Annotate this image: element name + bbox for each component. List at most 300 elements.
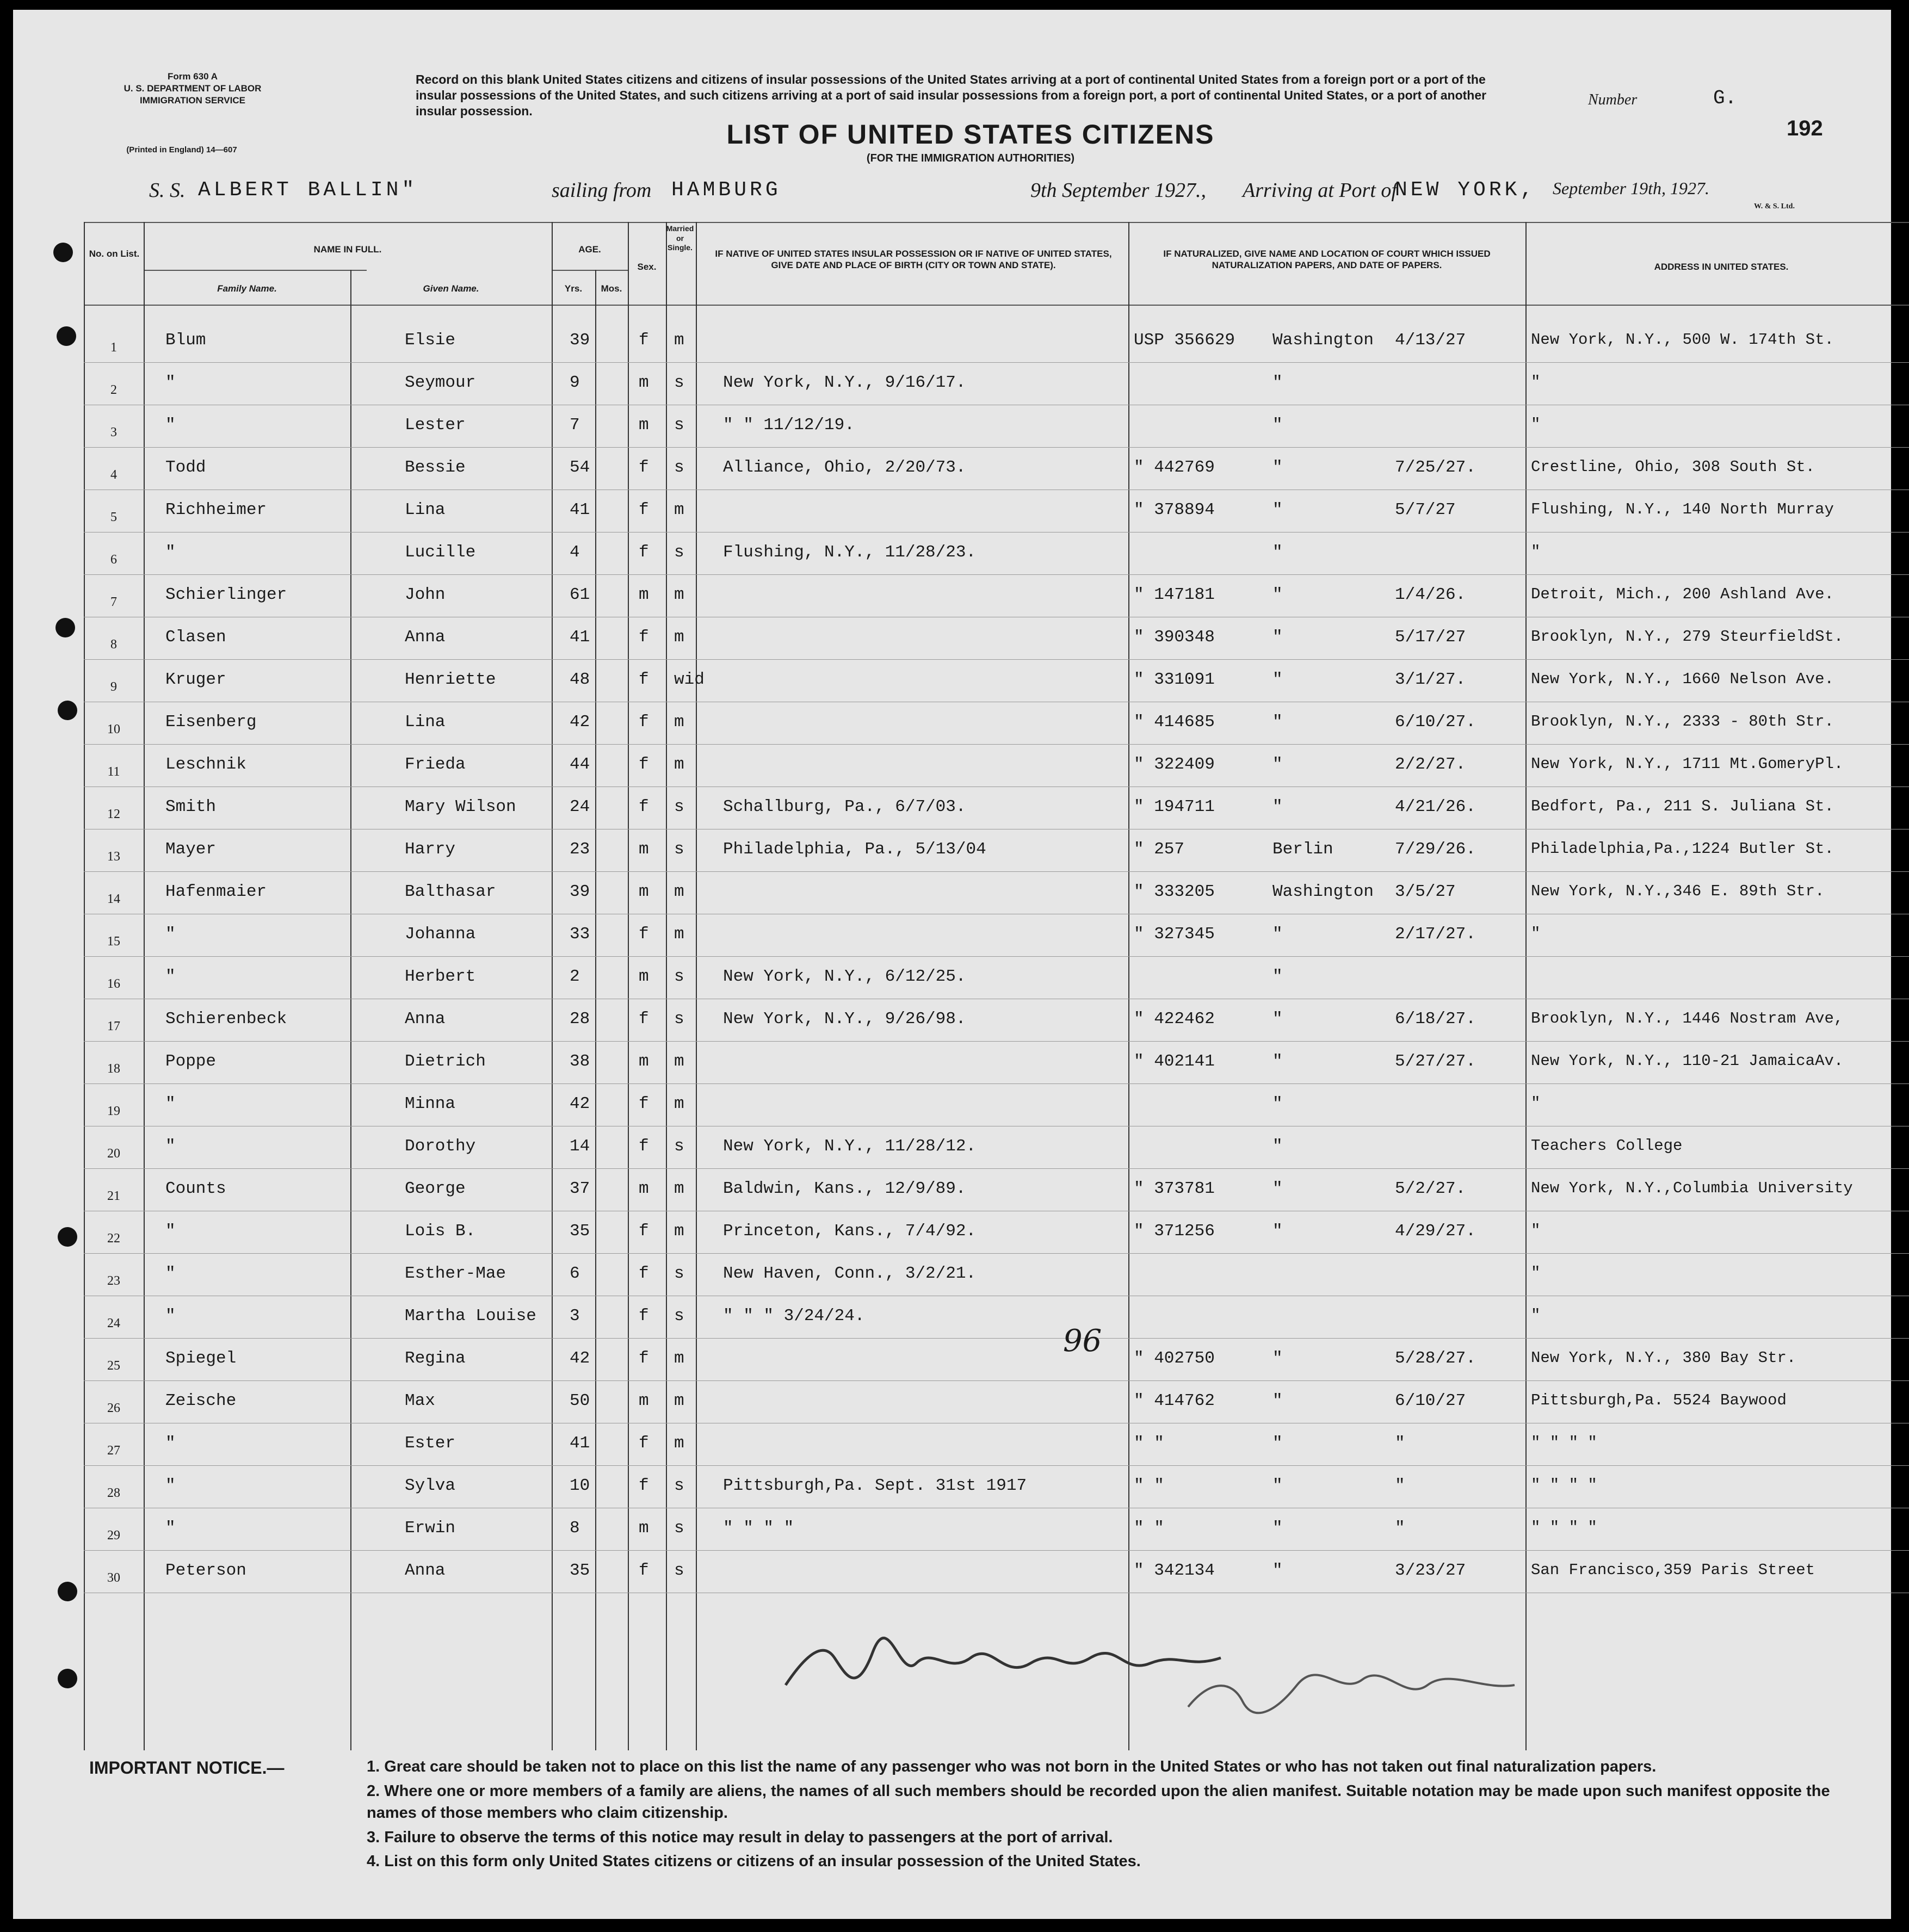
cell-address: Brooklyn, N.Y., 2333 - 80th Str.: [1531, 713, 1834, 730]
cell-sex: f: [639, 331, 649, 350]
cell-birth: Alliance, Ohio, 2/20/73.: [723, 458, 966, 477]
cell-date: ": [1395, 1519, 1405, 1538]
binder-hole: [58, 1669, 77, 1688]
col-header-yrs: Yrs.: [564, 283, 583, 294]
cell-birth: " " 11/12/19.: [723, 416, 855, 435]
cell-age: 4: [570, 543, 580, 562]
cell-address: ": [1531, 1264, 1541, 1282]
row-number: 3: [110, 425, 117, 439]
cell-sex: f: [639, 797, 649, 816]
cell-ms: m: [674, 1094, 684, 1113]
cell-family: Clasen: [165, 628, 226, 647]
cell-given: Dietrich: [405, 1052, 486, 1071]
col-divider: [696, 222, 697, 1750]
cell-age: 39: [570, 331, 590, 350]
cell-papers: " 257: [1134, 840, 1185, 859]
col-divider: [552, 222, 553, 1750]
cell-birth: Baldwin, Kans., 12/9/89.: [723, 1179, 966, 1198]
cell-given: Lucille: [405, 543, 476, 562]
row-number: 16: [107, 977, 120, 991]
row-rule: [84, 659, 1909, 660]
cell-birth: " " " 3/24/24.: [723, 1306, 865, 1326]
cell-date: 6/18/27.: [1395, 1010, 1476, 1029]
arriving-label: Arriving at Port of: [1243, 179, 1397, 202]
cell-address: " " " ": [1531, 1476, 1597, 1494]
row-number: 2: [110, 383, 117, 397]
cell-family: ": [165, 373, 176, 392]
cell-birth: New Haven, Conn., 3/2/21.: [723, 1264, 977, 1283]
cell-sex: f: [639, 1010, 649, 1029]
cell-family: ": [165, 1519, 176, 1538]
cell-court: ": [1272, 967, 1283, 986]
department-name: U. S. DEPARTMENT OF LABOR: [123, 83, 262, 94]
row-rule: [84, 1253, 1909, 1254]
voyage-line: [149, 178, 1863, 211]
binder-hole: [57, 326, 76, 346]
cell-date: 4/13/27: [1395, 331, 1466, 350]
col-divider: [350, 270, 351, 1750]
cell-sex: m: [639, 585, 649, 604]
cell-age: 6: [570, 1264, 580, 1283]
cell-given: George: [405, 1179, 466, 1198]
cell-date: ": [1395, 1476, 1405, 1495]
cell-sex: f: [639, 458, 649, 477]
cell-date: 4/21/26.: [1395, 797, 1476, 816]
cell-sex: m: [639, 416, 649, 435]
row-rule: [84, 1550, 1909, 1551]
row-number: 29: [107, 1528, 120, 1543]
cell-given: Seymour: [405, 373, 476, 392]
row-rule: [84, 1168, 1909, 1169]
form-id-block: [89, 71, 296, 107]
cell-date: 2/2/27.: [1395, 755, 1466, 774]
page-subtitle: (FOR THE IMMIGRATION AUTHORITIES): [866, 152, 1075, 164]
cell-date: 7/29/26.: [1395, 840, 1476, 859]
row-number: 14: [107, 892, 120, 906]
cell-family: ": [165, 1094, 176, 1113]
header-rule: [552, 270, 628, 271]
col-divider: [628, 222, 629, 1750]
col-header-no: No. on List.: [89, 249, 140, 259]
cell-family: Eisenberg: [165, 713, 257, 732]
cell-date: 3/1/27.: [1395, 670, 1466, 689]
col-divider: [595, 270, 596, 1750]
cell-address: New York, N.Y.,Columbia University: [1531, 1179, 1853, 1197]
cell-age: 41: [570, 628, 590, 647]
cell-papers: " 342134: [1134, 1561, 1215, 1580]
cell-given: Anna: [405, 1561, 446, 1580]
cell-court: ": [1272, 1137, 1283, 1156]
cell-family: Schierlinger: [165, 585, 287, 604]
cell-age: 35: [570, 1222, 590, 1241]
cell-court: ": [1272, 543, 1283, 562]
cell-court: Washington: [1272, 882, 1374, 901]
cell-ms: s: [674, 797, 684, 816]
row-number: 25: [107, 1359, 120, 1373]
cell-ms: s: [674, 1476, 684, 1495]
cell-age: 9: [570, 373, 580, 392]
cell-date: 5/28/27.: [1395, 1349, 1476, 1368]
cell-court: ": [1272, 1010, 1283, 1029]
cell-address: Bedfort, Pa., 211 S. Juliana St.: [1531, 797, 1834, 815]
cell-age: 54: [570, 458, 590, 477]
col-header-mos: Mos.: [601, 283, 622, 294]
cell-birth: Flushing, N.Y., 11/28/23.: [723, 543, 977, 562]
cell-family: ": [165, 1222, 176, 1241]
cell-given: Bessie: [405, 458, 466, 477]
cell-date: 4/29/27.: [1395, 1222, 1476, 1241]
cell-court: ": [1272, 1222, 1283, 1241]
cell-ms: wid: [674, 670, 705, 689]
cell-family: Zeische: [165, 1391, 237, 1410]
row-number: 18: [107, 1062, 120, 1076]
row-rule: [84, 956, 1909, 957]
cell-given: Elsie: [405, 331, 456, 350]
cell-sex: f: [639, 1476, 649, 1495]
row-rule: [84, 1338, 1909, 1339]
row-rule: [84, 1465, 1909, 1466]
cell-birth: New York, N.Y., 9/16/17.: [723, 373, 966, 392]
cell-address: Brooklyn, N.Y., 1446 Nostram Ave,: [1531, 1010, 1844, 1027]
row-number: 15: [107, 934, 120, 949]
cell-age: 50: [570, 1391, 590, 1410]
notice-item: 3. Failure to observe the terms of this notice may result in delay to passengers at the port of arrival.: [367, 1828, 1113, 1846]
cell-ms: m: [674, 1052, 684, 1071]
cell-date: 2/17/27.: [1395, 925, 1476, 944]
cell-sex: f: [639, 1561, 649, 1580]
cell-address: Detroit, Mich., 200 Ashland Ave.: [1531, 585, 1834, 603]
cell-date: 5/7/27: [1395, 500, 1456, 519]
cell-address: New York, N.Y., 500 W. 174th St.: [1531, 331, 1834, 349]
cell-papers: " 378894: [1134, 500, 1215, 519]
cell-age: 28: [570, 1010, 590, 1029]
cell-given: Henriette: [405, 670, 496, 689]
cell-age: 41: [570, 500, 590, 519]
cell-family: ": [165, 1306, 176, 1326]
cell-sex: m: [639, 1519, 649, 1538]
cell-address: Brooklyn, N.Y., 279 SteurfieldSt.: [1531, 628, 1844, 646]
cell-date: 5/2/27.: [1395, 1179, 1466, 1198]
table-top-border: [84, 222, 1909, 223]
cell-age: 23: [570, 840, 590, 859]
cell-age: 42: [570, 713, 590, 732]
cell-court: ": [1272, 1094, 1283, 1113]
cell-ms: s: [674, 1561, 684, 1580]
cell-given: Regina: [405, 1349, 466, 1368]
col-header-naturalized: IF NATURALIZED, GIVE NAME AND LOCATION OF COURT WHICH ISSUED NATURALIZATION PAPERS, AND DATE OF PAPERS.: [1163, 249, 1491, 271]
cell-sex: f: [639, 628, 649, 647]
cell-court: ": [1272, 797, 1283, 816]
row-number: 13: [107, 850, 120, 864]
number-value: G.: [1713, 87, 1737, 109]
cell-family: ": [165, 1476, 176, 1495]
ss-label: S. S.: [149, 179, 186, 202]
cell-sex: f: [639, 1094, 649, 1113]
col-header-given-name: Given Name.: [423, 283, 479, 294]
row-rule: [84, 744, 1909, 745]
row-number: 17: [107, 1019, 120, 1033]
cell-sex: f: [639, 543, 649, 562]
cell-ms: s: [674, 1519, 684, 1538]
cell-family: Poppe: [165, 1052, 217, 1071]
cell-court: ": [1272, 1391, 1283, 1410]
row-number: 19: [107, 1104, 120, 1118]
col-divider: [1525, 222, 1527, 1750]
departure-date: 9th September 1927.,: [1030, 179, 1206, 202]
cell-address: ": [1531, 1222, 1541, 1240]
cell-court: ": [1272, 1561, 1283, 1580]
cell-family: ": [165, 1434, 176, 1453]
cell-family: Schierenbeck: [165, 1010, 287, 1029]
cell-sex: m: [639, 1391, 649, 1410]
passenger-table: [84, 222, 1909, 1750]
cell-age: 14: [570, 1137, 590, 1156]
cell-given: Max: [405, 1391, 435, 1410]
cell-date: 1/4/26.: [1395, 585, 1466, 604]
cell-papers: " ": [1134, 1434, 1164, 1453]
cell-family: ": [165, 1264, 176, 1283]
cell-papers: " 414762: [1134, 1391, 1215, 1410]
cell-court: Washington: [1272, 331, 1374, 350]
cell-age: 8: [570, 1519, 580, 1538]
cell-papers: " ": [1134, 1476, 1164, 1495]
cell-address: New York, N.Y., 110-21 JamaicaAv.: [1531, 1052, 1844, 1070]
header-bottom-border: [84, 305, 1909, 306]
cell-court: ": [1272, 1434, 1283, 1453]
cell-address: Flushing, N.Y., 140 North Murray: [1531, 500, 1834, 518]
cell-family: ": [165, 967, 176, 986]
cell-address: ": [1531, 925, 1541, 943]
row-rule: [84, 871, 1909, 872]
cell-court: ": [1272, 1349, 1283, 1368]
cell-date: 5/27/27.: [1395, 1052, 1476, 1071]
notice-item: 2. Where one or more members of a family are aliens, the names of all such members should be recorded upon the alien manifest. Suitable notation may be made upon such manifest opposite the names of those members who claim citizenship.: [367, 1782, 1830, 1822]
cell-age: 10: [570, 1476, 590, 1495]
cell-ms: s: [674, 1306, 684, 1326]
cell-address: Crestline, Ohio, 308 South St.: [1531, 458, 1815, 476]
cell-family: Counts: [165, 1179, 226, 1198]
cell-age: 41: [570, 1434, 590, 1453]
cell-age: 48: [570, 670, 590, 689]
row-number: 12: [107, 807, 120, 821]
col-divider: [666, 222, 667, 1750]
cell-family: ": [165, 1137, 176, 1156]
row-number: 26: [107, 1401, 120, 1415]
cell-sex: f: [639, 713, 649, 732]
cell-date: 6/10/27.: [1395, 713, 1476, 732]
cell-court: ": [1272, 1476, 1283, 1495]
col-divider: [84, 222, 85, 1750]
cell-address: New York, N.Y., 1660 Nelson Ave.: [1531, 670, 1834, 688]
sailing-label: sailing from: [552, 179, 652, 202]
cell-sex: f: [639, 1434, 649, 1453]
row-rule: [84, 447, 1909, 448]
cell-sex: f: [639, 925, 649, 944]
cell-ms: m: [674, 713, 684, 732]
cell-family: Spiegel: [165, 1349, 237, 1368]
row-number: 6: [110, 553, 117, 567]
cell-given: Lois B.: [405, 1222, 476, 1241]
cell-ms: s: [674, 1264, 684, 1283]
cell-court: ": [1272, 670, 1283, 689]
arrival-date: September 19th, 1927.: [1553, 178, 1709, 198]
cell-court: ": [1272, 713, 1283, 732]
cell-family: Hafenmaier: [165, 882, 267, 901]
cell-papers: " 422462: [1134, 1010, 1215, 1029]
cell-court: ": [1272, 585, 1283, 604]
row-number: 22: [107, 1231, 120, 1246]
cell-ms: m: [674, 331, 684, 350]
cell-date: 3/5/27: [1395, 882, 1456, 901]
cell-given: Harry: [405, 840, 456, 859]
cell-given: Minna: [405, 1094, 456, 1113]
cell-sex: f: [639, 1349, 649, 1368]
row-number: 9: [110, 680, 117, 694]
cell-sex: f: [639, 1264, 649, 1283]
cell-ms: m: [674, 1391, 684, 1410]
form-instructions: Record on this blank United States citizens and citizens of insular possessions of the United States arriving at a port of continental United States from a foreign port or a port of the insular possessions of the United States, and such citizens arriving at a port of said insular possessions from a foreign port, a port of continental United States, or a port of another insular possession.: [416, 72, 1487, 118]
cell-address: " " " ": [1531, 1519, 1597, 1537]
cell-address: Philadelphia,Pa.,1224 Butler St.: [1531, 840, 1834, 858]
cell-birth: Schallburg, Pa., 6/7/03.: [723, 797, 966, 816]
row-number: 28: [107, 1486, 120, 1500]
col-divider: [144, 222, 145, 1750]
row-number: 11: [107, 765, 120, 779]
cell-birth: " " " ": [723, 1519, 794, 1538]
row-number: 10: [107, 722, 120, 736]
cell-given: Sylva: [405, 1476, 456, 1495]
cell-ms: m: [674, 628, 684, 647]
cell-age: 7: [570, 416, 580, 435]
cell-age: 35: [570, 1561, 590, 1580]
binder-hole: [58, 701, 77, 720]
binder-hole: [55, 618, 75, 637]
cell-family: Kruger: [165, 670, 226, 689]
cell-papers: " 327345: [1134, 925, 1215, 944]
cell-age: 42: [570, 1094, 590, 1113]
cell-papers: " 147181: [1134, 585, 1215, 604]
cell-court: ": [1272, 1519, 1283, 1538]
cell-family: Mayer: [165, 840, 217, 859]
cell-ms: s: [674, 1137, 684, 1156]
col-header-birth: IF NATIVE OF UNITED STATES INSULAR POSSESSION OR IF NATIVE OF UNITED STATES, GIVE DATE AND PLACE OF BIRTH (CITY OR TOWN AND STATE).: [715, 249, 1112, 271]
cell-given: John: [405, 585, 446, 604]
cell-ms: s: [674, 543, 684, 562]
cell-ms: m: [674, 882, 684, 901]
cell-age: 44: [570, 755, 590, 774]
manifest-sheet: [13, 10, 1891, 1919]
row-number: 27: [107, 1444, 120, 1458]
cell-given: Lester: [405, 416, 466, 435]
cell-age: 2: [570, 967, 580, 986]
cell-given: Esther-Mae: [405, 1264, 506, 1283]
cell-given: Herbert: [405, 967, 476, 986]
cell-ms: s: [674, 840, 684, 859]
cell-papers: " 331091: [1134, 670, 1215, 689]
cell-birth: Pittsburgh,Pa. Sept. 31st 1917: [723, 1476, 1027, 1495]
cell-court: ": [1272, 925, 1283, 944]
row-rule: [84, 362, 1909, 363]
cell-age: 24: [570, 797, 590, 816]
cell-papers: " 371256: [1134, 1222, 1215, 1241]
cell-sex: f: [639, 670, 649, 689]
cell-papers: " 333205: [1134, 882, 1215, 901]
cell-papers: " 402141: [1134, 1052, 1215, 1071]
cell-family: Blum: [165, 331, 206, 350]
arrival-port: NEW YORK,: [1395, 178, 1536, 202]
cell-ms: m: [674, 500, 684, 519]
cell-address: " " " ": [1531, 1434, 1597, 1452]
cell-sex: m: [639, 373, 649, 392]
row-number: 24: [107, 1316, 120, 1330]
row-rule: [84, 1083, 1909, 1084]
cell-birth: New York, N.Y., 9/26/98.: [723, 1010, 966, 1029]
cell-sex: m: [639, 967, 649, 986]
cell-given: Anna: [405, 1010, 446, 1029]
cell-given: Erwin: [405, 1519, 456, 1538]
page-title: LIST OF UNITED STATES CITIZENS: [726, 119, 1215, 150]
row-number: 23: [107, 1274, 120, 1288]
cell-birth: New York, N.Y., 6/12/25.: [723, 967, 966, 986]
col-divider: [1128, 222, 1129, 1750]
col-header-address: ADDRESS IN UNITED STATES.: [1654, 262, 1789, 272]
row-rule: [84, 1380, 1909, 1381]
cell-address: New York, N.Y., 1711 Mt.GomeryPl.: [1531, 755, 1844, 773]
cell-ms: m: [674, 755, 684, 774]
printed-note: (Printed in England) 14—607: [126, 145, 237, 154]
col-header-sex: Sex.: [637, 262, 657, 272]
cell-age: 61: [570, 585, 590, 604]
cell-date: ": [1395, 1434, 1405, 1453]
ship-name: ALBERT BALLIN": [198, 178, 418, 202]
row-number: 5: [110, 510, 117, 524]
cell-sex: f: [639, 1306, 649, 1326]
service-name: IMMIGRATION SERVICE: [140, 95, 245, 106]
cell-ms: s: [674, 1010, 684, 1029]
cell-court: ": [1272, 500, 1283, 519]
cell-age: 39: [570, 882, 590, 901]
cell-age: 33: [570, 925, 590, 944]
cell-family: ": [165, 543, 176, 562]
cell-address: ": [1531, 543, 1541, 561]
cell-given: Balthasar: [405, 882, 496, 901]
cell-date: 3/23/27: [1395, 1561, 1466, 1580]
cell-family: Smith: [165, 797, 217, 816]
col-header-age: AGE.: [578, 244, 601, 255]
cell-court: ": [1272, 628, 1283, 647]
cell-age: 37: [570, 1179, 590, 1198]
cell-ms: m: [674, 1222, 684, 1241]
cell-ms: m: [674, 1179, 684, 1198]
row-number: 1: [110, 340, 117, 355]
notice-item: 4. List on this form only United States citizens or citizens of an insular possession of the United States.: [367, 1853, 1141, 1871]
col-header-family-name: Family Name.: [217, 283, 277, 294]
row-number: 21: [107, 1189, 120, 1203]
cell-sex: m: [639, 840, 649, 859]
cell-ms: m: [674, 925, 684, 944]
row-rule: [84, 574, 1909, 575]
cell-birth: Princeton, Kans., 7/4/92.: [723, 1222, 977, 1241]
form-number: Form 630 A: [168, 71, 218, 82]
margin-number: 96: [1063, 1323, 1102, 1359]
col-header-name-in-full: NAME IN FULL.: [313, 244, 382, 255]
cell-address: Teachers College: [1531, 1137, 1683, 1155]
cell-given: Ester: [405, 1434, 456, 1453]
cell-papers: " 322409: [1134, 755, 1215, 774]
cell-court: ": [1272, 755, 1283, 774]
notice-item: 1. Great care should be taken not to place on this list the name of any passenger who was not born in the United States or who has not taken out final naturalization papers.: [367, 1758, 1657, 1775]
cell-papers: " 194711: [1134, 797, 1215, 816]
